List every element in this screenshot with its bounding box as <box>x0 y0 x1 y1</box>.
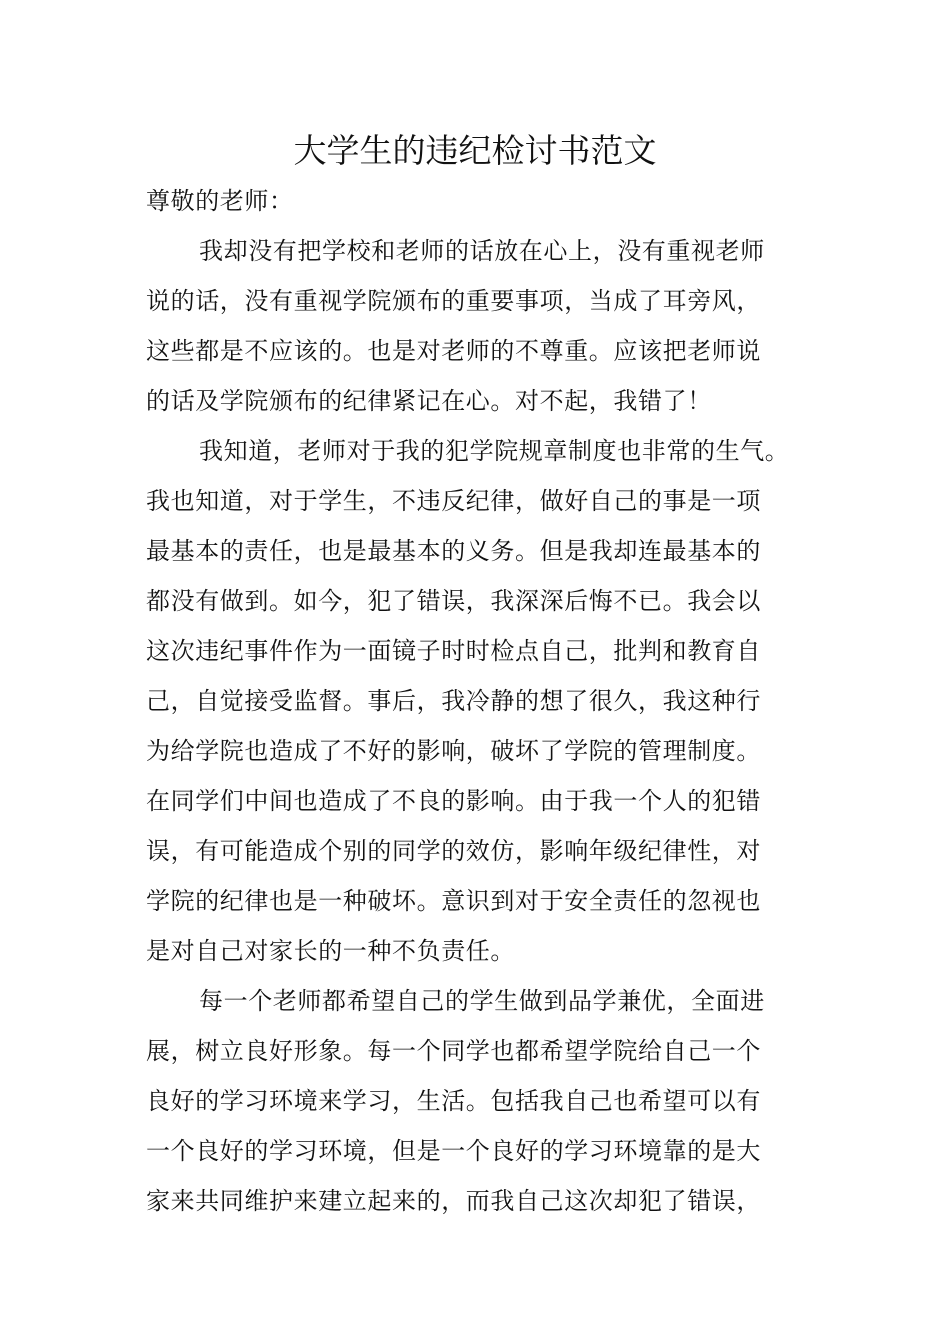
paragraph-2-line-11: 是对自己对家长的一种不负责任。 <box>146 937 515 965</box>
document-body <box>146 176 826 1226</box>
paragraph-1-line-1: 我却没有把学校和老师的话放在心上，没有重视老师 <box>199 237 765 265</box>
paragraph-1-line-3: 这些都是不应该的。也是对老师的不尊重。应该把老师说 <box>146 337 761 365</box>
paragraph-1-line-2: 说的话，没有重视学院颁布的重要事项，当成了耳旁风， <box>146 287 761 315</box>
paragraph-3-line-5: 家来共同维护来建立起来的，而我自己这次却犯了错误， <box>146 1187 761 1215</box>
document-title: 大学生的违纪检讨书范文 <box>293 131 657 170</box>
paragraph-3-line-1: 每一个老师都希望自己的学生做到品学兼优，全面进 <box>199 987 765 1015</box>
paragraph-2-line-10: 学院的纪律也是一种破坏。意识到对于安全责任的忽视也 <box>146 887 761 915</box>
paragraph-2-line-3: 最基本的责任，也是最基本的义务。但是我却连最基本的 <box>146 537 761 565</box>
salutation: 尊敬的老师： <box>146 187 294 215</box>
paragraph-2-line-9: 误，有可能造成个别的同学的效仿，影响年级纪律性，对 <box>146 837 761 865</box>
paragraph-2-line-1: 我知道，老师对于我的犯学院规章制度也非常的生气。 <box>199 437 790 465</box>
paragraph-2-line-7: 为给学院也造成了不好的影响，破坏了学院的管理制度。 <box>146 737 761 765</box>
paragraph-3-line-3: 良好的学习环境来学习，生活。包括我自己也希望可以有 <box>146 1087 761 1115</box>
paragraph-1-line-4: 的话及学院颁布的纪律紧记在心。对不起，我错了！ <box>146 387 712 415</box>
paragraph-2-line-4: 都没有做到。如今，犯了错误，我深深后悔不已。我会以 <box>146 587 761 615</box>
paragraph-2-line-2: 我也知道，对于学生，不违反纪律，做好自己的事是一项 <box>146 487 761 515</box>
paragraph-2-line-5: 这次违纪事件作为一面镜子时时检点自己，批判和教育自 <box>146 637 761 665</box>
paragraph-2-line-6: 己，自觉接受监督。事后，我冷静的想了很久，我这种行 <box>146 687 761 715</box>
paragraph-2-line-8: 在同学们中间也造成了不良的影响。由于我一个人的犯错 <box>146 787 761 815</box>
paragraph-3-line-4: 一个良好的学习环境，但是一个良好的学习环境靠的是大 <box>146 1137 761 1165</box>
paragraph-3-line-2: 展，树立良好形象。每一个同学也都希望学院给自己一个 <box>146 1037 761 1065</box>
